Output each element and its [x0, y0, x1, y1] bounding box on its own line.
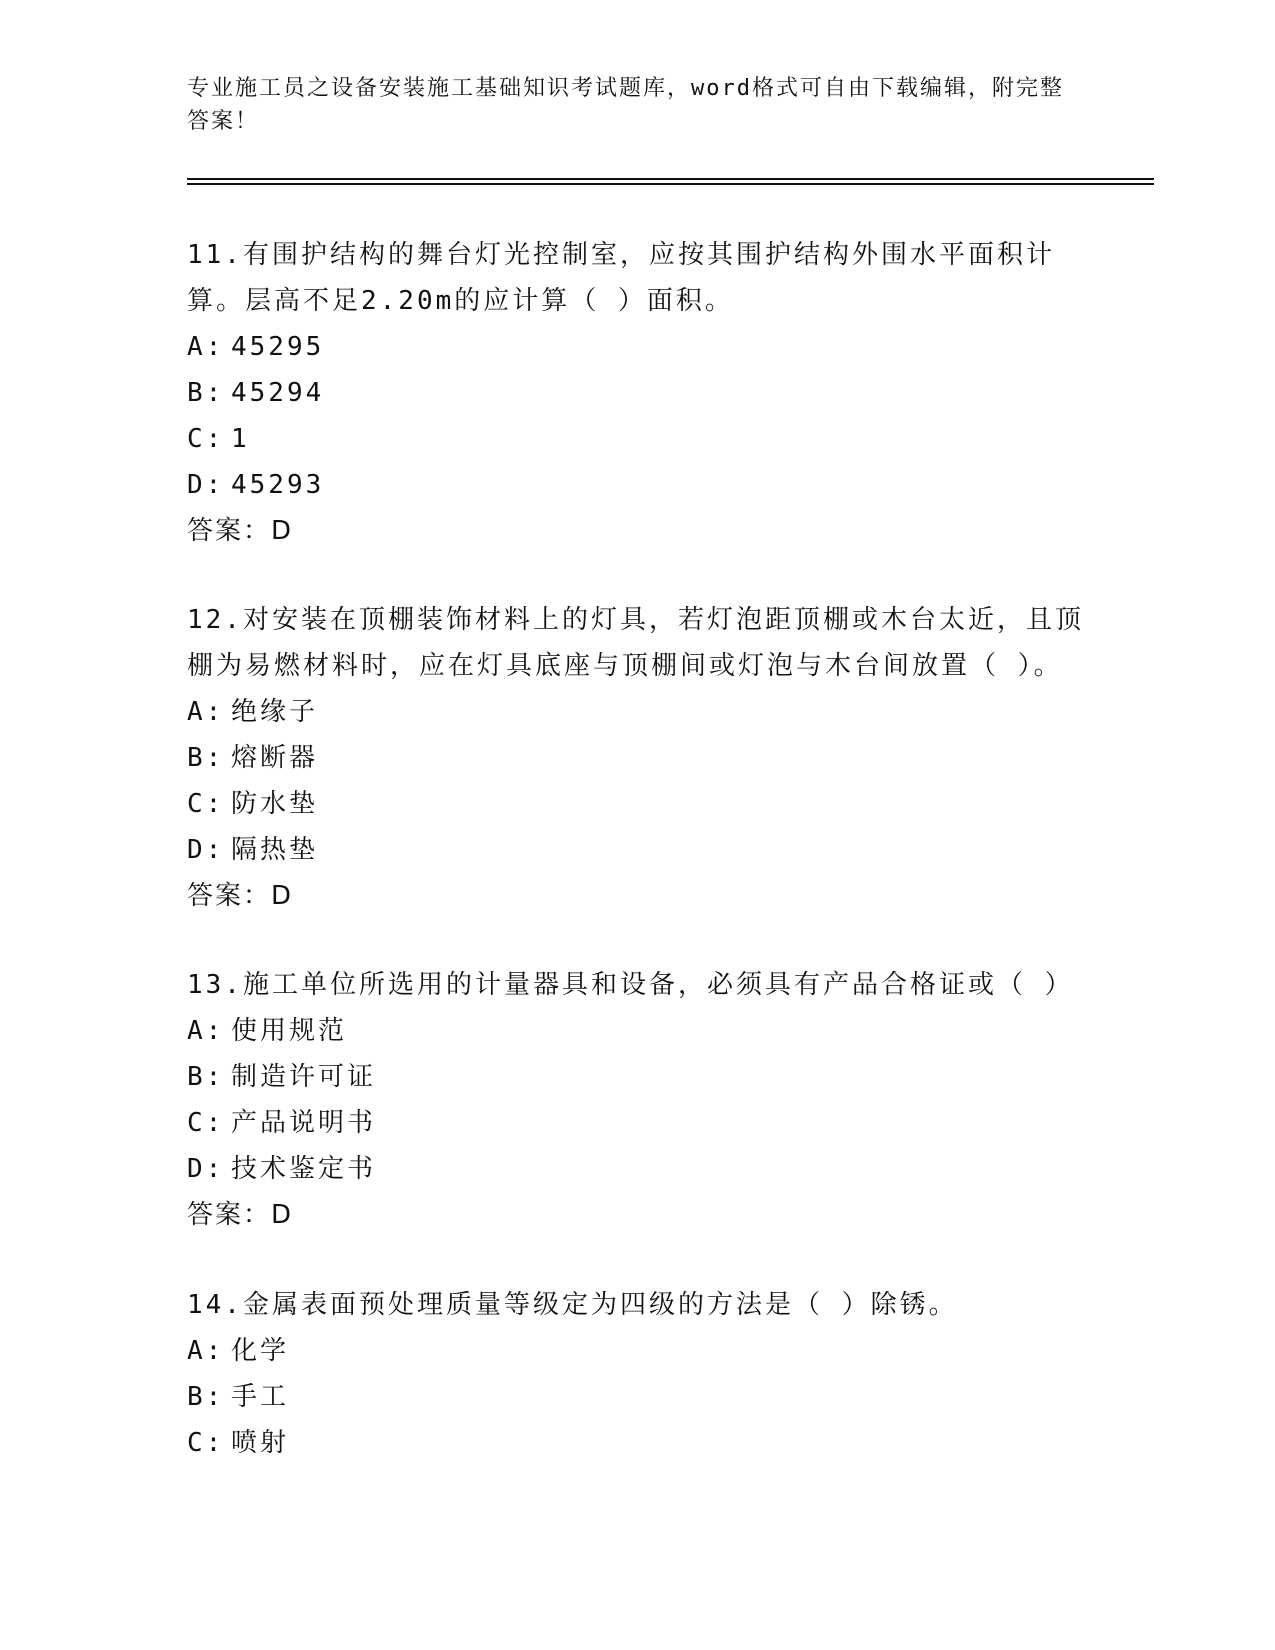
option-a — [187, 324, 1087, 370]
option-b — [187, 735, 1087, 781]
option-text: 防水垫 — [231, 789, 319, 819]
header-rule-bottom — [187, 183, 1154, 185]
option-text: 隔热垫 — [231, 835, 319, 865]
option-b — [187, 1374, 1087, 1420]
question-11 — [187, 232, 1087, 554]
header-text: 专业施工员之设备安装施工基础知识考试题库，word格式可自由下载编辑，附完整答案！ — [187, 76, 1064, 134]
option-key: D: — [187, 470, 225, 500]
header-rule-top — [187, 178, 1154, 180]
option-text: 45294 — [231, 378, 325, 408]
question-12 — [187, 597, 1087, 919]
option-text: 45293 — [231, 470, 325, 500]
option-text: 手工 — [231, 1382, 290, 1412]
option-key: C: — [187, 789, 225, 819]
option-key: D: — [187, 835, 225, 865]
option-text: 1 — [231, 424, 250, 454]
option-key: C: — [187, 1108, 225, 1138]
option-key: A: — [187, 1016, 225, 1046]
question-stem: 11.有围护结构的舞台灯光控制室，应按其围护结构外围水平面积计算。层高不足2.20m的应计算（ ）面积。 — [187, 240, 1055, 316]
option-c — [187, 1420, 1087, 1466]
option-c — [187, 416, 1087, 462]
option-text: 产品说明书 — [231, 1108, 377, 1138]
option-text: 喷射 — [231, 1428, 290, 1458]
option-key: C: — [187, 1428, 225, 1458]
option-text: 技术鉴定书 — [231, 1154, 377, 1184]
option-a — [187, 1008, 1087, 1054]
option-key: B: — [187, 1382, 225, 1412]
option-key: D: — [187, 1154, 225, 1184]
option-key: A: — [187, 697, 225, 727]
question-13 — [187, 962, 1087, 1238]
option-a — [187, 689, 1087, 735]
option-text: 45295 — [231, 332, 325, 362]
answer-line: 答案：D — [187, 1200, 294, 1230]
option-d — [187, 462, 1087, 508]
option-text: 绝缘子 — [231, 697, 319, 727]
option-c — [187, 1100, 1087, 1146]
option-key: A: — [187, 1336, 225, 1366]
option-d — [187, 827, 1087, 873]
answer-line: 答案：D — [187, 516, 294, 546]
option-d — [187, 1146, 1087, 1192]
option-key: B: — [187, 743, 225, 773]
question-stem: 12.对安装在顶棚装饰材料上的灯具，若灯泡距顶棚或木台太近，且顶棚为易燃材料时，应在灯具底座与顶棚间或灯泡与木台间放置（ ）。 — [187, 605, 1084, 681]
option-b — [187, 370, 1087, 416]
option-c — [187, 781, 1087, 827]
option-text: 化学 — [231, 1336, 290, 1366]
option-b — [187, 1054, 1087, 1100]
question-14 — [187, 1282, 1087, 1466]
option-key: A: — [187, 332, 225, 362]
option-key: C: — [187, 424, 225, 454]
option-a — [187, 1328, 1087, 1374]
document-header — [187, 72, 1067, 138]
question-stem: 13.施工单位所选用的计量器具和设备，必须具有产品合格证或（ ） — [187, 970, 1074, 1000]
option-text: 熔断器 — [231, 743, 319, 773]
question-stem: 14.金属表面预处理质量等级定为四级的方法是（ ）除锈。 — [187, 1290, 958, 1320]
option-text: 使用规范 — [231, 1016, 348, 1046]
option-key: B: — [187, 378, 225, 408]
option-text: 制造许可证 — [231, 1062, 377, 1092]
answer-line: 答案：D — [187, 881, 294, 911]
option-key: B: — [187, 1062, 225, 1092]
